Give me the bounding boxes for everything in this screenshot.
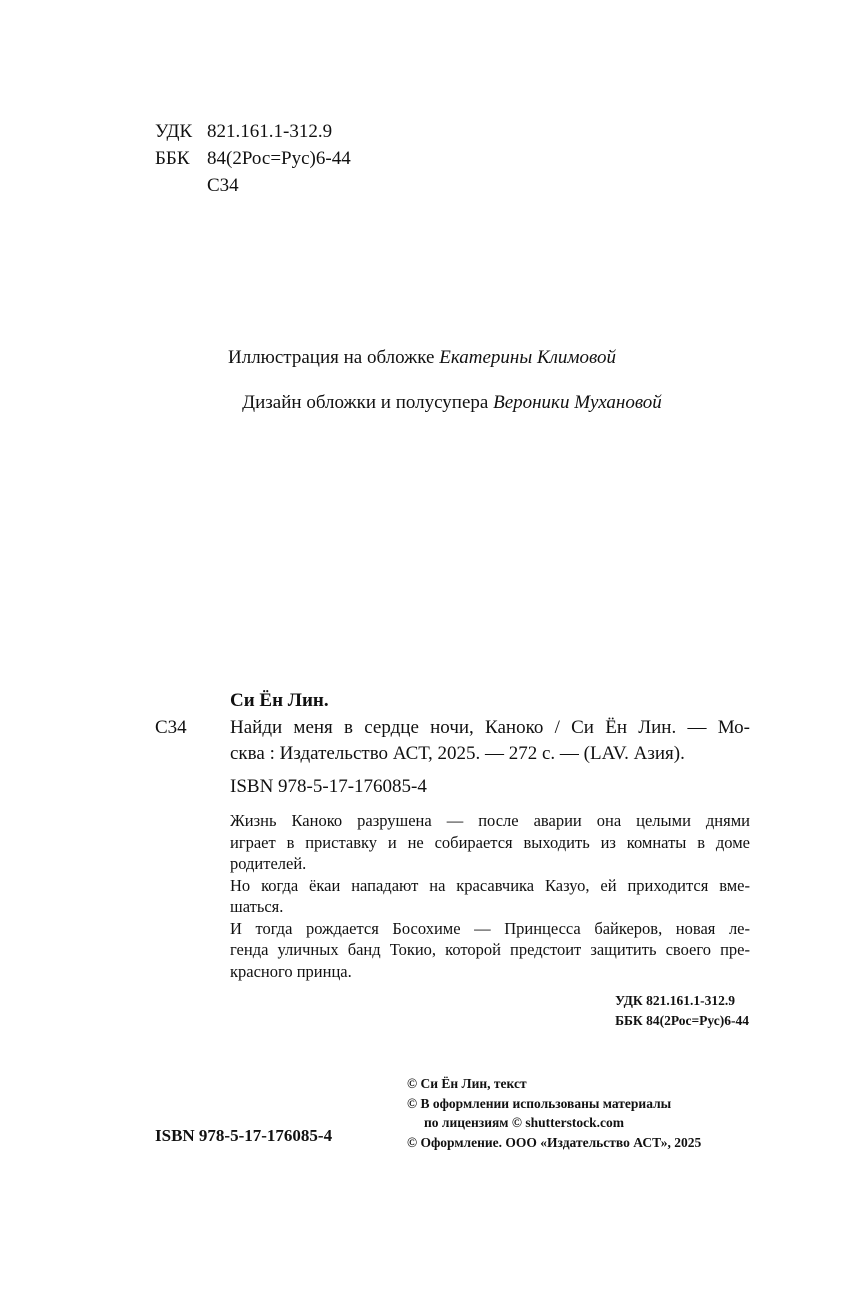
udk-line xyxy=(155,118,332,145)
footer-bbk: ББК 84(2Рос=Рус)6-44 xyxy=(615,1013,749,1028)
catalog-desc-line2: сква : Издательство АСТ, 2025. — 272 с. — (LAV. Азия). xyxy=(230,743,685,764)
annotation xyxy=(230,810,750,982)
annotation-p1-line2: играет в приставку и не собирается выходить из комнаты в доме xyxy=(230,832,750,852)
illustration-credit xyxy=(0,344,844,371)
udk-label: УДК xyxy=(155,121,193,142)
copyright-line1: © Си Ён Лин, текст xyxy=(407,1076,527,1091)
annotation-p3-line3: красного принца. xyxy=(230,961,352,981)
design-prefix: Дизайн обложки и полусупера xyxy=(242,392,489,413)
design-name: Вероники Мухановой xyxy=(493,392,662,413)
illustration-name: Екатерины Климовой xyxy=(439,347,616,368)
annotation-p3-line1: И тогда рождается Босохиме — Принцесса байкеров, новая ле- xyxy=(230,918,750,938)
bbk-label: ББК xyxy=(155,148,190,169)
udk-value: 821.161.1-312.9 xyxy=(207,121,333,142)
author-mark: С34 xyxy=(207,175,239,196)
copyright-line2: © В оформлении использованы материалы xyxy=(407,1095,672,1111)
catalog-isbn: ISBN 978-5-17-176085-4 xyxy=(230,776,427,797)
annotation-p1-line1: Жизнь Каноко разрушена — после аварии она целыми днями xyxy=(230,811,750,830)
copyright-block xyxy=(407,1074,701,1152)
catalog-mark: С34 xyxy=(155,717,187,738)
footer-codes xyxy=(615,991,749,1031)
catalog-desc-line1: Найди меня в сердце ночи, Каноко / Си Ён Лин. — Мо- xyxy=(230,717,750,738)
annotation-p2-line1: Но когда ёкаи нападают на красавчика Казуо, ей приходится вме- xyxy=(230,875,750,895)
design-credit xyxy=(0,389,844,416)
annotation-p2-line2: шаться. xyxy=(230,897,284,916)
copyright-line4: © Оформление. ООО «Издательство АСТ», 2025 xyxy=(407,1134,702,1150)
illustration-prefix: Иллюстрация на обложке xyxy=(228,347,435,368)
catalog-author: Си Ён Лин. xyxy=(230,690,329,711)
bbk-line xyxy=(155,145,351,172)
footer-udk: УДК 821.161.1-312.9 xyxy=(615,993,735,1008)
isbn-bottom: ISBN 978-5-17-176085-4 xyxy=(155,1126,333,1145)
annotation-p1-line3: родителей. xyxy=(230,854,307,873)
annotation-p3-line2: генда уличных банд Токио, которой предстоит защитить своего пре- xyxy=(230,940,750,959)
bbk-value: 84(2Рос=Рус)6-44 xyxy=(207,148,351,169)
copyright-line3: по лицензиям © shutterstock.com xyxy=(424,1115,624,1130)
